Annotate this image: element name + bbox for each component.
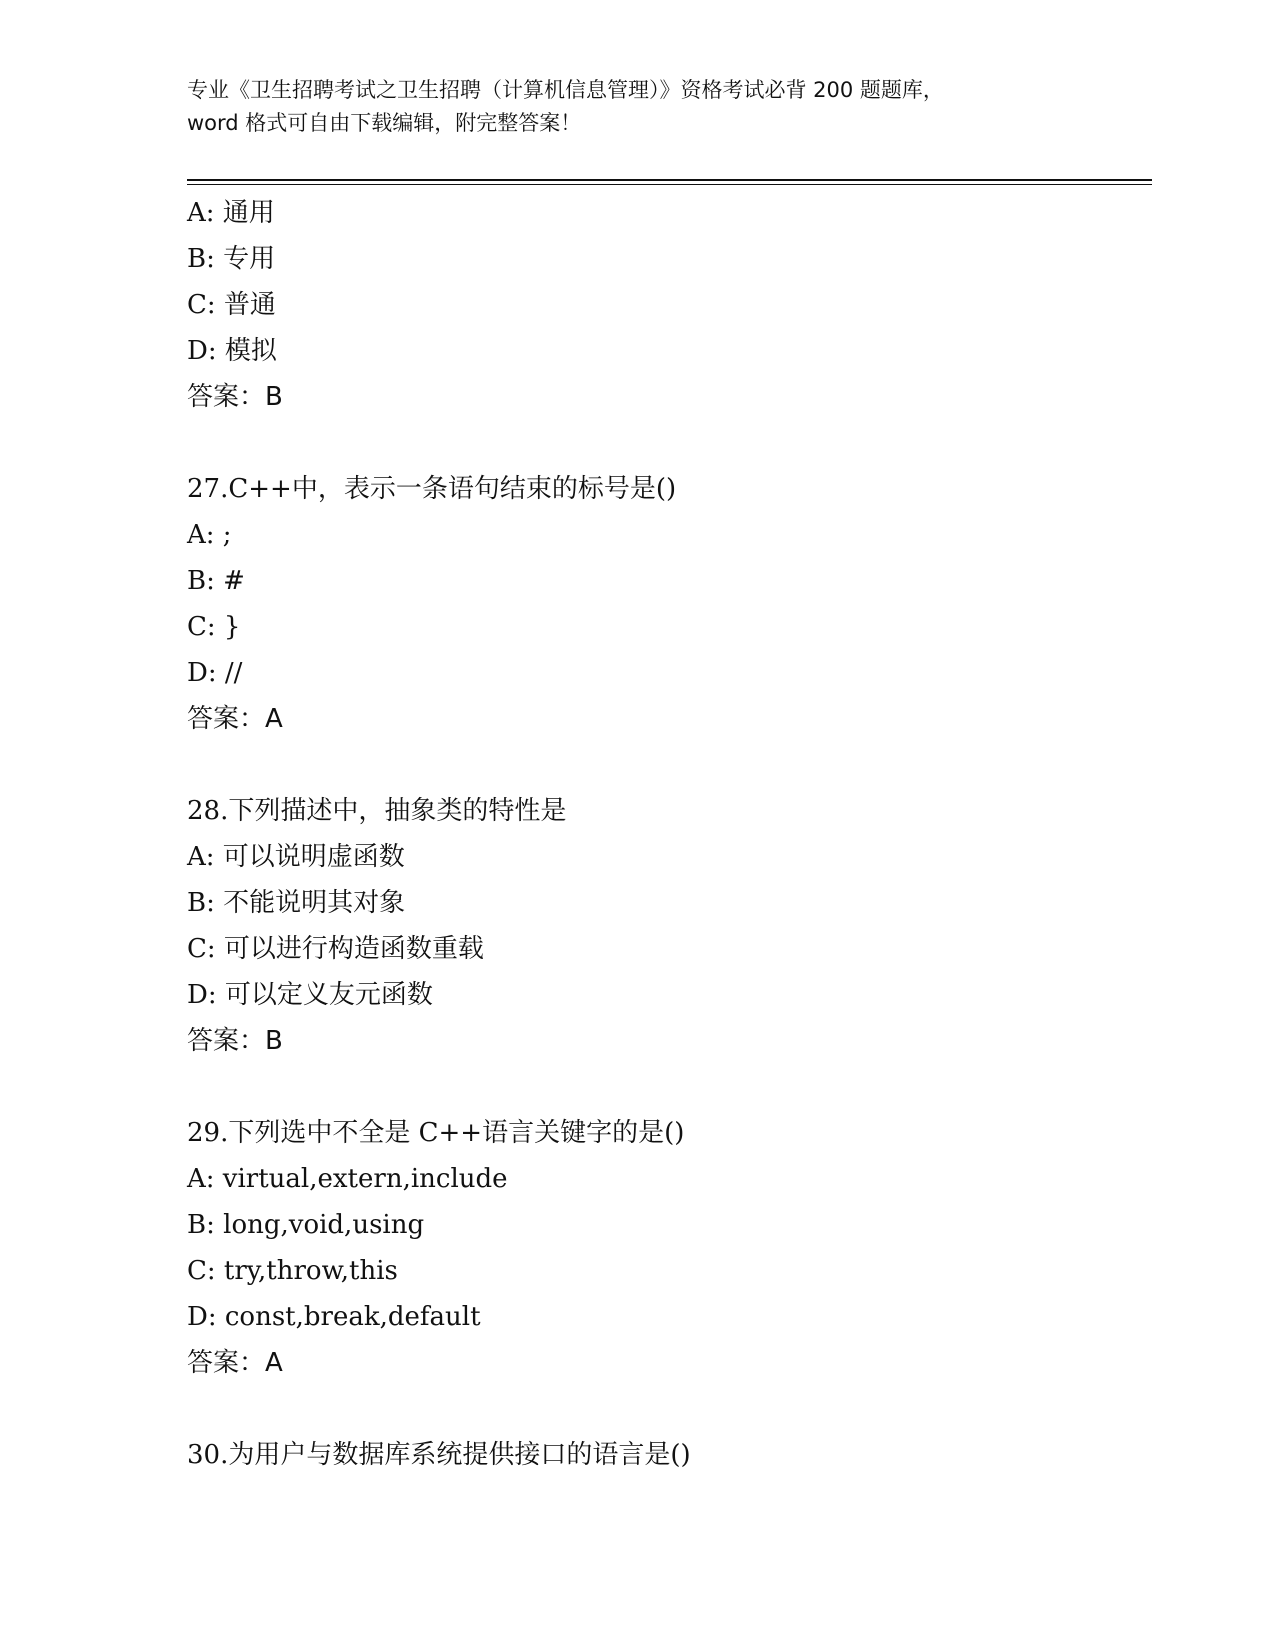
q26-option-a: A: 通用 <box>187 198 275 228</box>
question-30-block <box>187 1432 1152 1478</box>
question-26-block <box>187 190 1152 420</box>
spacer <box>187 742 1152 788</box>
question-list <box>187 190 1152 1478</box>
q27-option-c: C: } <box>187 612 241 642</box>
q28-option-c: C: 可以进行构造函数重载 <box>187 934 484 964</box>
q29-option-b: B: long,void,using <box>187 1210 425 1240</box>
q26-option-d: D: 模拟 <box>187 336 277 366</box>
q26-option-c: C: 普通 <box>187 290 276 320</box>
q29-answer: 答案：A <box>187 1348 283 1378</box>
q27-answer: 答案：A <box>187 704 283 734</box>
q29-question: 29.下列选中不全是 C++语言关键字的是() <box>187 1118 685 1148</box>
q27-option-b: B: # <box>187 566 245 596</box>
header-line-1: 专业《卫生招聘考试之卫生招聘（计算机信息管理）》资格考试必背 200 题题库， <box>187 78 944 102</box>
header-divider-thick <box>187 179 1152 181</box>
q29-option-c: C: try,throw,this <box>187 1256 398 1286</box>
q28-option-b: B: 不能说明其对象 <box>187 888 406 918</box>
question-27-block <box>187 466 1152 742</box>
q29-option-d: D: const,break,default <box>187 1302 481 1332</box>
spacer <box>187 1386 1152 1432</box>
q26-answer: 答案：B <box>187 382 283 412</box>
q27-question: 27.C++中，表示一条语句结束的标号是() <box>187 474 677 504</box>
q27-option-a: A: ; <box>187 520 232 550</box>
header-line-2: word 格式可自由下载编辑，附完整答案！ <box>187 111 582 135</box>
q28-answer: 答案：B <box>187 1026 283 1056</box>
spacer <box>187 420 1152 466</box>
q28-option-d: D: 可以定义友元函数 <box>187 980 433 1010</box>
q28-question: 28.下列描述中，抽象类的特性是 <box>187 796 567 826</box>
q27-option-d: D: // <box>187 658 243 688</box>
header-divider-thin <box>187 184 1152 185</box>
q29-option-a: A: virtual,extern,include <box>187 1164 508 1194</box>
q28-option-a: A: 可以说明虚函数 <box>187 842 405 872</box>
q26-option-b: B: 专用 <box>187 244 276 274</box>
document-header <box>187 74 1087 140</box>
spacer <box>187 1064 1152 1110</box>
q30-question: 30.为用户与数据库系统提供接口的语言是() <box>187 1440 691 1470</box>
question-29-block <box>187 1110 1152 1386</box>
question-28-block <box>187 788 1152 1064</box>
